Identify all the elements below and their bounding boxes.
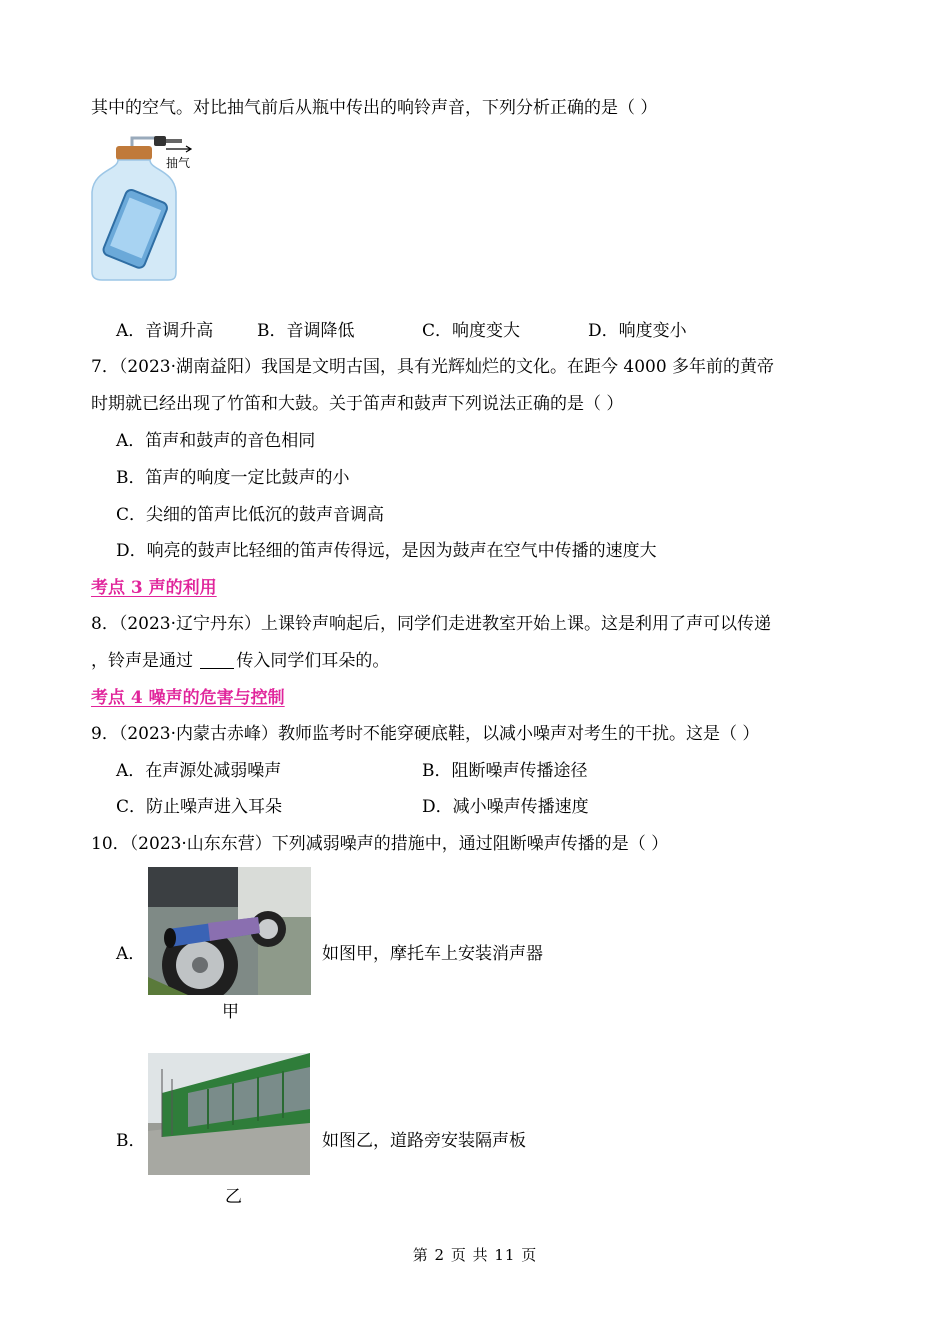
q10-option-b-caption: 乙 xyxy=(225,1187,242,1207)
q9-option-d: D．减小噪声传播速度 xyxy=(422,797,589,817)
q7-option-c: C．尖细的笛声比低沉的鼓声音调高 xyxy=(116,505,385,525)
q8-line2-end: 传入同学们耳朵的。 xyxy=(236,651,390,671)
arrow-icon xyxy=(164,144,194,154)
sound-barrier-photo xyxy=(148,1053,310,1175)
q9-line1: 9．（2023·内蒙古赤峰）教师监考时不能穿硬底鞋，以减小噪声对考生的干扰。这是（ ） xyxy=(91,724,760,744)
intro-line: 其中的空气。对比抽气前后从瓶中传出的响铃声音，下列分析正确的是（ ） xyxy=(91,98,658,118)
q10-option-a-caption: 甲 xyxy=(222,1002,239,1022)
figure-label: 抽气 xyxy=(166,156,191,170)
q7-option-b: B．笛声的响度一定比鼓声的小 xyxy=(116,468,350,488)
q7-line2: 时期就已经出现了竹笛和大鼓。关于笛声和鼓声下列说法正确的是（ ） xyxy=(91,394,624,414)
q10-option-b-text: 如图乙，道路旁安装隔声板 xyxy=(322,1131,526,1151)
q6-option-d: D．响度变小 xyxy=(588,321,687,341)
section-4-heading: 考点 4 噪声的危害与控制 xyxy=(91,688,285,708)
q6-option-b: B．音调降低 xyxy=(257,321,355,341)
motorcycle-muffler-photo xyxy=(148,867,311,995)
q7-line1: 7．（2023·湖南益阳）我国是文明古国，具有光辉灿烂的文化。在距今 4000 多年前的黄帝 xyxy=(91,357,775,377)
q10-option-b-letter: B． xyxy=(116,1131,146,1151)
q9-option-c: C．防止噪声进入耳朵 xyxy=(116,797,283,817)
q10-line1: 10．（2023·山东东营）下列减弱噪声的措施中，通过阻断噪声传播的是（ ） xyxy=(91,834,669,854)
q6-option-a: A．音调升高 xyxy=(116,321,214,341)
jar-phone-figure xyxy=(88,132,198,282)
q7-option-d: D．响亮的鼓声比轻细的笛声传得远，是因为鼓声在空气中传播的速度大 xyxy=(116,541,657,561)
q6-option-c: C．响度变大 xyxy=(422,321,521,341)
section-3-heading: 考点 3 声的利用 xyxy=(91,578,217,598)
q8-line2-start: ，铃声是通过 xyxy=(91,651,199,671)
q8-line2 xyxy=(91,649,389,673)
q10-option-a-letter: A． xyxy=(116,944,146,964)
q9-option-a: A．在声源处减弱噪声 xyxy=(116,761,282,781)
q9-option-b: B．阻断噪声传播途径 xyxy=(422,761,588,781)
q8-line1: 8．（2023·辽宁丹东）上课铃声响起后，同学们走进教室开始上课。这是利用了声可以传递 xyxy=(91,614,771,634)
answer-blank[interactable] xyxy=(200,651,234,669)
page-footer: 第 2 页 共 11 页 xyxy=(412,1246,538,1264)
q7-option-a: A．笛声和鼓声的音色相同 xyxy=(116,431,316,451)
q10-option-a-text: 如图甲，摩托车上安装消声器 xyxy=(322,944,543,964)
